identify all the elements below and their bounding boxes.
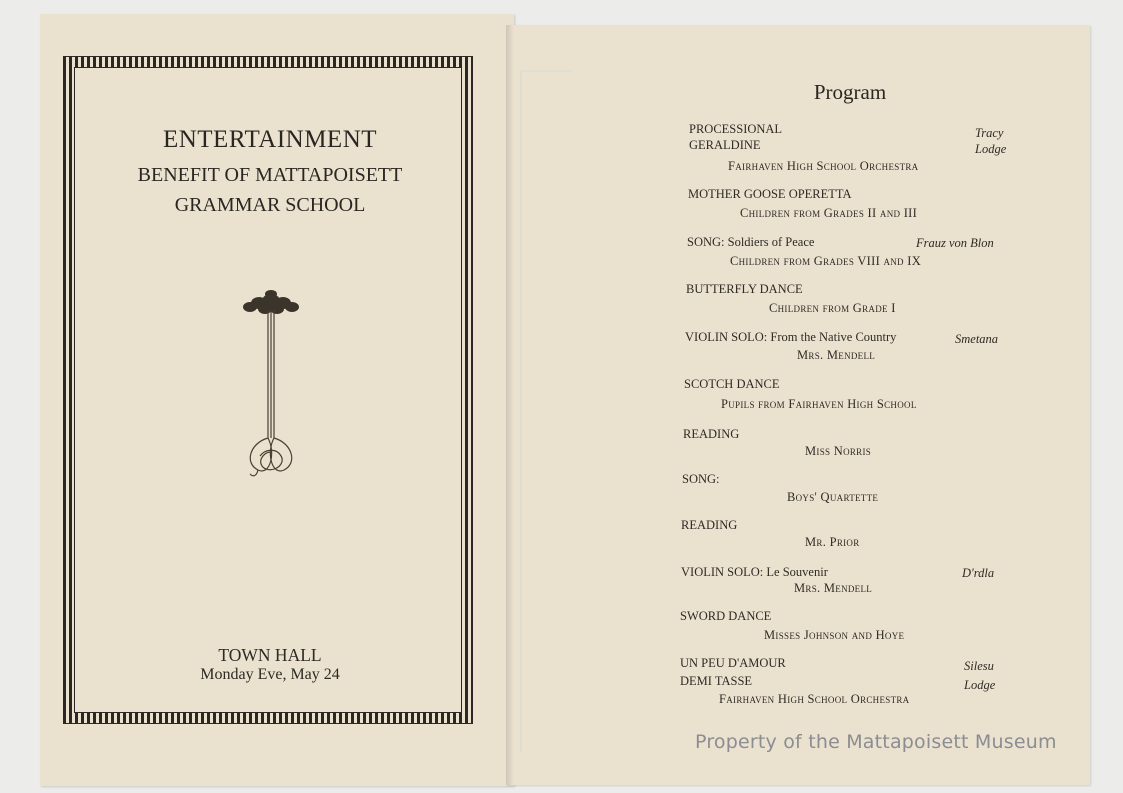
program-item-title: SCOTCH DANCE	[684, 377, 780, 391]
program-item-title: BUTTERFLY DANCE	[686, 282, 803, 296]
program-item-title: MOTHER GOOSE OPERETTA	[688, 187, 852, 201]
program-item-title: VIOLIN SOLO: Le Souvenir	[681, 565, 828, 579]
cover-title: ENTERTAINMENT	[162, 126, 378, 153]
program-item-title: PROCESSIONAL	[689, 122, 783, 136]
program-item-title: SWORD DANCE	[680, 609, 772, 623]
program-item-title: READING	[681, 518, 738, 532]
program-item-performer: Mrs. Mendell	[794, 581, 873, 595]
program-item-title: UN PEU D'AMOUR	[680, 656, 786, 670]
program-item-performer: Fairhaven High School Orchestra	[728, 159, 919, 173]
program-item-performer: Miss Norris	[805, 444, 872, 458]
tree-ornament-icon	[238, 288, 304, 478]
program-item-composer: Lodge	[964, 678, 996, 692]
program-item-title: GERALDINE	[689, 138, 761, 152]
program-item-title: SONG:	[682, 472, 720, 486]
venue: TOWN HALL	[218, 645, 322, 665]
program-item-performer: Children from Grades II and III	[740, 206, 918, 220]
program-item-performer: Boys' Quartette	[787, 490, 879, 504]
program-item-composer: Silesu	[964, 659, 994, 673]
program-item-composer: Frauz von Blon	[916, 236, 994, 250]
program-item-composer: Tracy	[975, 126, 1004, 140]
program-item-title: SONG: Soldiers of Peace	[687, 235, 815, 249]
program-item-performer: Mrs. Mendell	[797, 348, 876, 362]
program-item-performer: Pupils from Fairhaven High School	[721, 397, 917, 411]
museum-watermark: Property of the Mattapoisett Museum	[695, 731, 1057, 753]
program-item-composer: Smetana	[955, 332, 999, 346]
event-date: Monday Eve, May 24	[200, 666, 340, 683]
program-item-performer: Misses Johnson and Hoye	[764, 628, 905, 642]
program-item-performer: Children from Grade I	[769, 301, 896, 315]
program-item-performer: Mr. Prior	[805, 535, 860, 549]
program-item-composer: Lodge	[975, 142, 1007, 156]
cover-subtitle-line2: GRAMMAR SCHOOL	[174, 194, 366, 216]
program-item-performer: Fairhaven High School Orchestra	[719, 692, 910, 706]
program-item-performer: Children from Grades VIII and IX	[730, 254, 922, 268]
cover-subtitle-line1: BENEFIT OF MATTAPOISETT	[137, 164, 403, 186]
show-through-mark	[520, 70, 572, 752]
program-heading: Program	[813, 80, 887, 104]
program-item-title: READING	[683, 427, 740, 441]
program-item-title: DEMI TASSE	[680, 674, 753, 688]
program-item-composer: D'rdla	[962, 566, 995, 580]
page-fold	[506, 25, 514, 785]
program-item-title: VIOLIN SOLO: From the Native Country	[685, 330, 897, 344]
